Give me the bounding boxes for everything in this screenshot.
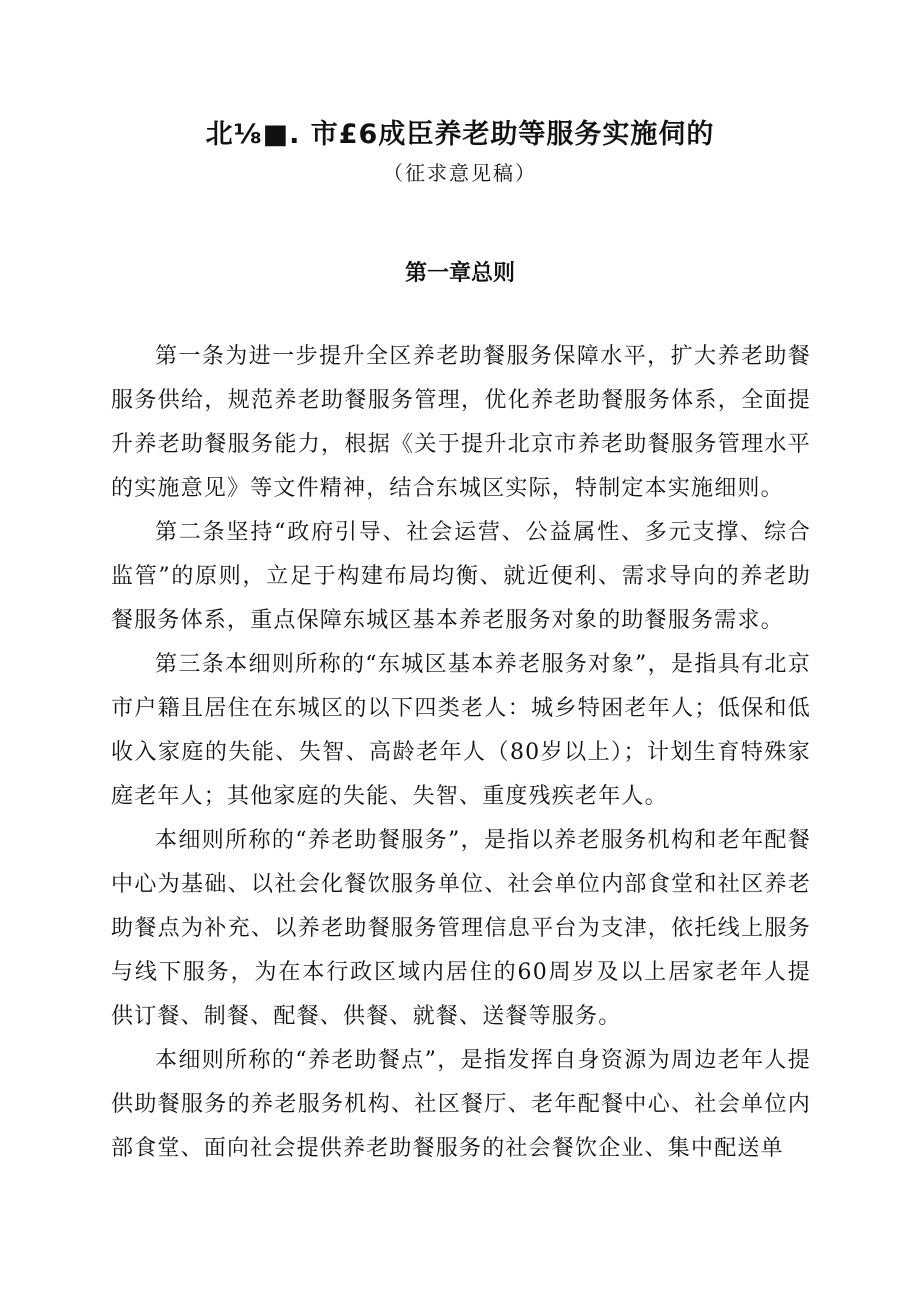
paragraph-article-3: 第三条本细则所称的“东城区基本养老服务对象”，是指具有北京市户籍且居住在东城区的以下四类老人：城乡特困老年人；低保和低收入家庭的失能、失智、高龄老年人（80岁以上）；计划生育特殊家庭老年人；其他家庭的失能、失智、重度残疾老年人。 [111,652,811,809]
paragraph-meal-service-definition: 本细则所称的“养老助餐服务”，是指以养老服务机构和老年配餐中心为基础、以社会化餐饮服务单位、社会单位内部食堂和社区养老助餐点为补充、以养老助餐服务管理信息平台为支津，依托线上服务与线下服务，为在本行政区域内居住的60周岁及以上居家老年人提供订餐、制餐、配餐、供餐、就餐、送餐等服务。 [111,828,811,1029]
document-body [111,335,811,1171]
document-title: 北⅛■. 市£6成臣养老助等服务实施伺的 [205,119,715,150]
paragraph-article-1: 第一条为进一步提升全区养老助餐服务保障水平，扩大养老助餐服务供给，规范养老助餐服务管理，优化养老助餐服务体系，全面提升养老助餐服务能力，根据《关于提升北京市养老助餐服务管理水平的实施意见》等文件精神，结合东城区实际，特制定本实施细则。 [111,344,811,501]
document-subtitle: （征求意见稿） [383,161,537,185]
paragraph-article-2: 第二条坚持“政府引导、社会运营、公益属性、多元支撑、综合监管”的原则，立足于构建布局均衡、就近便利、需求导向的养老助餐服务体系，重点保障东城区基本养老服务对象的助餐服务需求。 [111,520,811,633]
paragraph-meal-point-definition: 本细则所称的“养老助餐点”，是指发挥自身资源为周边老年人提供助餐服务的养老服务机构、社区餐厅、老年配餐中心、社会单位内部食堂、面向社会提供养老助餐服务的社会餐饮企业、集中配送单 [111,1048,811,1161]
chapter-heading: 第一章总则 [404,261,515,286]
